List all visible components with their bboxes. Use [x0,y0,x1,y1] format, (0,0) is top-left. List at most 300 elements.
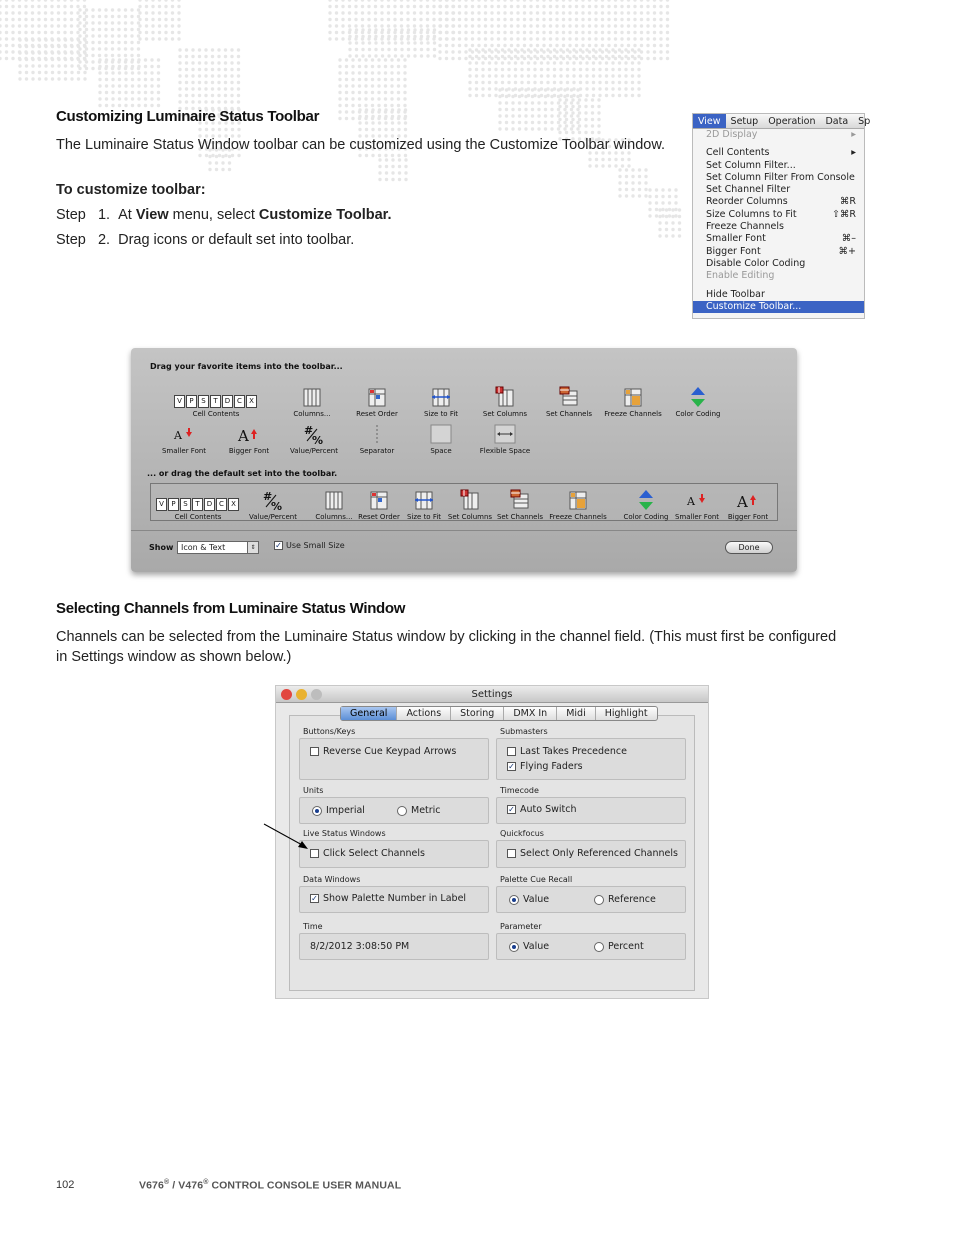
map-dot [387,28,390,31]
map-dot [559,68,562,71]
map-dot [438,50,441,53]
map-dot [520,48,523,51]
map-dot [70,51,73,54]
reverse-cue-keypad-arrows-checkbox[interactable]: Reverse Cue Keypad Arrows [310,746,456,757]
toolbar-item-freeze-channels[interactable] [547,487,609,521]
toolbar-item-set-channels[interactable] [489,487,551,521]
imperial-radio[interactable]: Imperial [312,805,365,816]
map-dot [644,168,647,171]
map-dot [592,48,595,51]
map-dot [555,5,558,8]
map-dot [57,51,60,54]
map-dot [544,114,547,117]
map-dot [130,21,133,24]
map-dot [432,0,435,2]
tab-midi[interactable]: Midi [557,707,596,720]
map-dot [231,128,234,131]
toolbar-item-bigger-font[interactable] [214,421,284,455]
map-dot [198,74,201,77]
map-dot [511,95,514,98]
map-dot [558,131,561,134]
map-dot [516,44,519,47]
map-dot [391,165,394,168]
map-dot [584,105,587,108]
step-1: Step 1. At View menu, select Customize Toolbar. [56,207,392,223]
view-menu-item[interactable]: Set Column Filter... [706,159,796,171]
map-dot [575,0,578,2]
map-dot [546,48,549,51]
map-dot [118,58,121,61]
map-dot [406,18,409,21]
map-dot [111,91,114,94]
map-dot [24,24,27,27]
map-dot [426,35,429,38]
view-menu-item[interactable]: Size Columns to Fit ⇧⌘R [706,208,856,220]
parameter-value-radio[interactable]: Value [509,941,549,952]
map-dot [385,171,388,174]
map-dot [224,94,227,97]
map-dot [137,47,140,50]
toolbar-item-label: Set Channels [545,410,593,418]
map-dot [511,127,514,130]
map-dot [367,18,370,21]
smaller-font-icon [149,421,219,445]
map-dot [354,5,357,8]
map-dot [158,5,161,8]
map-dot [158,37,161,40]
map-dot [211,94,214,97]
map-dot [380,5,383,8]
map-dot [348,28,351,31]
map-dot [575,5,578,8]
menu-sp[interactable]: Sp [858,116,871,127]
map-dot [18,71,21,74]
toolbar-item-set-channels[interactable] [534,384,604,418]
map-dot [618,87,621,90]
map-dot [403,84,406,87]
map-dot [620,31,623,34]
map-dot [627,37,630,40]
map-dot [537,114,540,117]
map-dot [553,68,556,71]
map-dot [51,71,54,74]
map-dot [77,71,80,74]
map-dot [371,84,374,87]
toolbar-item-label: Set Columns [447,513,493,521]
map-dot [575,31,578,34]
map-dot [553,48,556,51]
map-dot [397,78,400,81]
map-dot [666,24,669,27]
map-dot [524,127,527,130]
map-dot [105,71,108,74]
map-dot [44,64,47,67]
map-dot [562,5,565,8]
map-dot [394,35,397,38]
map-dot [0,24,2,27]
view-menu-item[interactable]: Set Column Filter From Console [706,171,855,183]
map-dot [25,45,28,48]
view-menu-item[interactable]: Set Channel Filter [706,184,791,196]
map-dot [621,164,624,167]
map-dot [137,91,140,94]
map-dot [558,111,561,114]
map-dot [523,0,526,2]
toolbar-item-set-columns[interactable] [470,384,540,418]
map-dot [328,37,331,40]
map-dot [137,34,140,37]
toolbar-item-size-to-fit[interactable] [406,384,476,418]
map-dot [374,35,377,38]
map-dot [384,115,387,118]
toolbar-item-flexible-space[interactable] [470,421,540,455]
map-dot [665,228,668,231]
map-dot [542,37,545,40]
map-dot [653,44,656,47]
minimize-window-icon[interactable] [296,689,307,700]
map-dot [351,58,354,61]
map-dot [608,158,611,161]
menu-operation[interactable]: Operation [768,116,816,127]
toolbar-item-freeze-channels[interactable] [598,384,668,418]
map-dot [98,78,101,81]
map-dot [83,11,86,14]
map-dot [659,0,662,2]
map-dot [157,58,160,61]
cell-letter: P [186,395,197,408]
palette-value-radio[interactable]: Value [509,894,549,905]
toolbar-item-cell-contents[interactable] [177,384,254,418]
map-dot [627,44,630,47]
map-dot [477,5,480,8]
map-dot [549,18,552,21]
map-dot [555,44,558,47]
map-dot [562,11,565,14]
map-dot [581,44,584,47]
map-dot [471,0,474,2]
zoom-window-icon[interactable] [311,689,322,700]
tab-dmx-in[interactable]: DMX In [504,707,557,720]
map-dot [31,24,34,27]
map-dot [400,18,403,21]
map-dot [394,28,397,31]
map-dot [341,5,344,8]
map-dot [178,94,181,97]
map-dot [25,38,28,41]
map-dot [497,24,500,27]
view-menu-item[interactable]: Reorder Columns ⌘R [706,196,856,208]
map-dot [674,188,677,191]
toolbar-item-bigger-font[interactable] [717,487,779,521]
map-dot [11,31,14,34]
map-dot [527,55,530,58]
map-dot [351,110,354,113]
last-takes-precedence-checkbox[interactable]: Last Takes Precedence [507,746,627,757]
map-dot [364,65,367,68]
parameter-percent-radio[interactable]: Percent [594,941,644,952]
map-dot [31,51,34,54]
map-dot [514,48,517,51]
map-dot [384,84,387,87]
select-only-referenced-channels-checkbox[interactable]: Select Only Referenced Channels [507,848,678,859]
done-button[interactable]: Done [725,541,773,554]
map-dot [438,31,441,34]
map-dot [400,54,403,57]
map-dot [576,114,579,117]
toolbar-item-columns[interactable] [277,384,347,418]
map-dot [658,208,661,211]
map-dot [204,61,207,64]
map-dot [497,5,500,8]
map-dot [514,55,517,58]
map-dot [5,18,8,21]
map-dot [185,74,188,77]
map-dot [387,0,390,2]
toolbar-item-label: Cell Contents [192,410,240,418]
map-dot [549,24,552,27]
map-dot [0,57,2,60]
use-small-size-checkbox[interactable]: ✓ Use Small Size [275,541,345,550]
toolbar-item-value-percent[interactable] [279,421,349,455]
map-dot [611,55,614,58]
map-dot [638,194,641,197]
map-dot [531,101,534,104]
map-dot [91,15,94,18]
map-dot [445,24,448,27]
map-dot [338,78,341,81]
palette-reference-radio[interactable]: Reference [594,894,656,905]
map-dot [451,11,454,14]
auto-switch-checkbox[interactable]: ✓ Auto Switch [508,804,577,815]
map-dot [601,5,604,8]
map-dot [18,77,21,80]
map-dot [531,108,534,111]
map-dot [523,11,526,14]
view-menu-item[interactable]: Customize Toolbar... [693,301,864,313]
map-dot [364,84,367,87]
map-dot [111,21,114,24]
time-value[interactable]: 8/2/2012 3:08:50 PM [310,941,410,952]
map-dot [31,77,34,80]
map-dot [468,74,471,77]
view-menu-item[interactable]: Cell Contents ▸ [706,147,856,159]
map-dot [591,105,594,108]
map-dot [57,24,60,27]
map-dot [63,11,66,14]
show-select[interactable]: Icon & Text ⇕ [177,541,259,554]
map-dot [568,11,571,14]
map-dot [208,155,211,158]
tab-general[interactable]: General [341,707,397,720]
map-dot [371,108,374,111]
view-menu-item[interactable]: Bigger Font ⌘+ [706,245,856,257]
map-dot [204,81,207,84]
cell-letter: T [192,498,203,511]
map-dot [578,105,581,108]
map-dot [503,11,506,14]
map-dot [523,44,526,47]
map-dot [648,188,651,191]
tab-highlight[interactable]: Highlight [604,708,648,719]
map-dot [374,41,377,44]
map-dot [601,18,604,21]
map-dot [391,108,394,111]
map-dot [420,54,423,57]
map-dot [368,54,371,57]
map-dot [511,88,514,91]
map-dot [594,37,597,40]
map-dot [661,201,664,204]
map-dot [368,28,371,31]
timecode-group [496,797,686,824]
submasters-label: Submasters [500,727,548,736]
map-dot [516,0,519,2]
separator-icon [342,421,412,445]
map-dot [51,51,54,54]
map-dot [38,64,41,67]
map-dot [585,68,588,71]
map-dot [78,67,81,70]
map-dot [335,0,338,2]
map-dot [77,77,80,80]
map-dot [83,24,86,27]
map-dot [364,71,367,74]
flying-faders-checkbox[interactable]: ✓ Flying Faders [508,761,583,772]
map-dot [378,128,381,131]
map-dot [217,48,220,51]
map-dot [124,65,127,68]
map-dot [224,128,227,131]
map-dot [631,81,634,84]
map-dot [31,18,34,21]
map-dot [91,47,94,50]
map-dot [563,121,566,124]
map-dot [618,61,621,64]
map-dot [475,87,478,90]
map-dot [432,5,435,8]
close-window-icon[interactable] [281,689,292,700]
map-dot [566,55,569,58]
map-dot [151,5,154,8]
map-dot [404,108,407,111]
map-dot [338,110,341,113]
toolbar-item-smaller-font[interactable] [149,421,219,455]
map-dot [328,5,331,8]
map-dot [475,68,478,71]
map-dot [533,68,536,71]
tab-actions[interactable]: Actions [397,707,451,720]
click-select-channels-checkbox[interactable]: Click Select Channels [310,848,425,859]
map-dot [38,71,41,74]
map-dot [451,18,454,21]
map-dot [533,61,536,64]
view-menu-item[interactable]: Freeze Channels [706,221,784,233]
map-dot [355,28,358,31]
map-dot [368,41,371,44]
metric-radio[interactable]: Metric [397,805,441,816]
menu-setup[interactable]: Setup [730,116,759,127]
map-dot [503,31,506,34]
toolbar-item-color-coding[interactable] [663,384,733,418]
map-dot [198,100,201,103]
map-dot [542,18,545,21]
map-dot [404,115,407,118]
toolbar-item-space[interactable] [406,421,476,455]
map-dot [118,91,121,94]
map-dot [118,78,121,81]
map-dot [191,68,194,71]
map-dot [0,50,2,53]
checkbox-icon [507,849,516,858]
toolbar-item-label: Bigger Font [727,513,769,521]
map-dot [185,68,188,71]
map-dot [640,44,643,47]
view-menu-item[interactable]: Smaller Font ⌘– [706,233,856,245]
map-dot [631,87,634,90]
map-dot [494,61,497,64]
toolbar-item-reset-order[interactable] [342,384,412,418]
map-dot [644,194,647,197]
map-dot [85,34,88,37]
show-palette-number-checkbox[interactable]: ✓ Show Palette Number in Label [311,893,467,904]
map-dot [63,18,66,21]
map-dot [579,55,582,58]
toolbar-item-separator[interactable] [342,421,412,455]
map-dot [406,11,409,14]
map-dot [328,11,331,14]
map-dot [204,100,207,103]
map-dot [638,188,641,191]
map-dot [659,57,662,60]
map-dot [18,31,21,34]
map-dot [445,37,448,40]
map-dot [591,98,594,101]
map-dot [185,87,188,90]
map-dot [224,100,227,103]
map-dot [355,35,358,38]
map-dot [445,44,448,47]
map-dot [661,188,664,191]
map-dot [51,58,54,61]
toolbar-item-label: Columns... [315,513,353,521]
view-menu-item[interactable]: Disable Color Coding [706,257,806,269]
map-dot [614,5,617,8]
map-dot [653,24,656,27]
map-dot [646,5,649,8]
map-dot [620,37,623,40]
view-menu-item[interactable]: Hide Toolbar [706,288,765,300]
map-dot [5,37,8,40]
toolbar-item-value-percent[interactable] [242,487,304,521]
map-dot [614,31,617,34]
map-dot [549,37,552,40]
map-dot [76,18,79,21]
map-dot [31,31,34,34]
map-dot [348,18,351,21]
map-dot [57,38,60,41]
menu-data[interactable]: Data [825,116,849,127]
toolbar-item-cell-contents[interactable] [159,487,236,521]
map-dot [624,74,627,77]
map-dot [536,5,539,8]
map-dot [57,11,60,14]
menu-view[interactable]: View [693,114,726,128]
map-dot [546,74,549,77]
map-dot [237,94,240,97]
tab-storing[interactable]: Storing [451,707,504,720]
map-dot [627,5,630,8]
map-dot [397,97,400,100]
